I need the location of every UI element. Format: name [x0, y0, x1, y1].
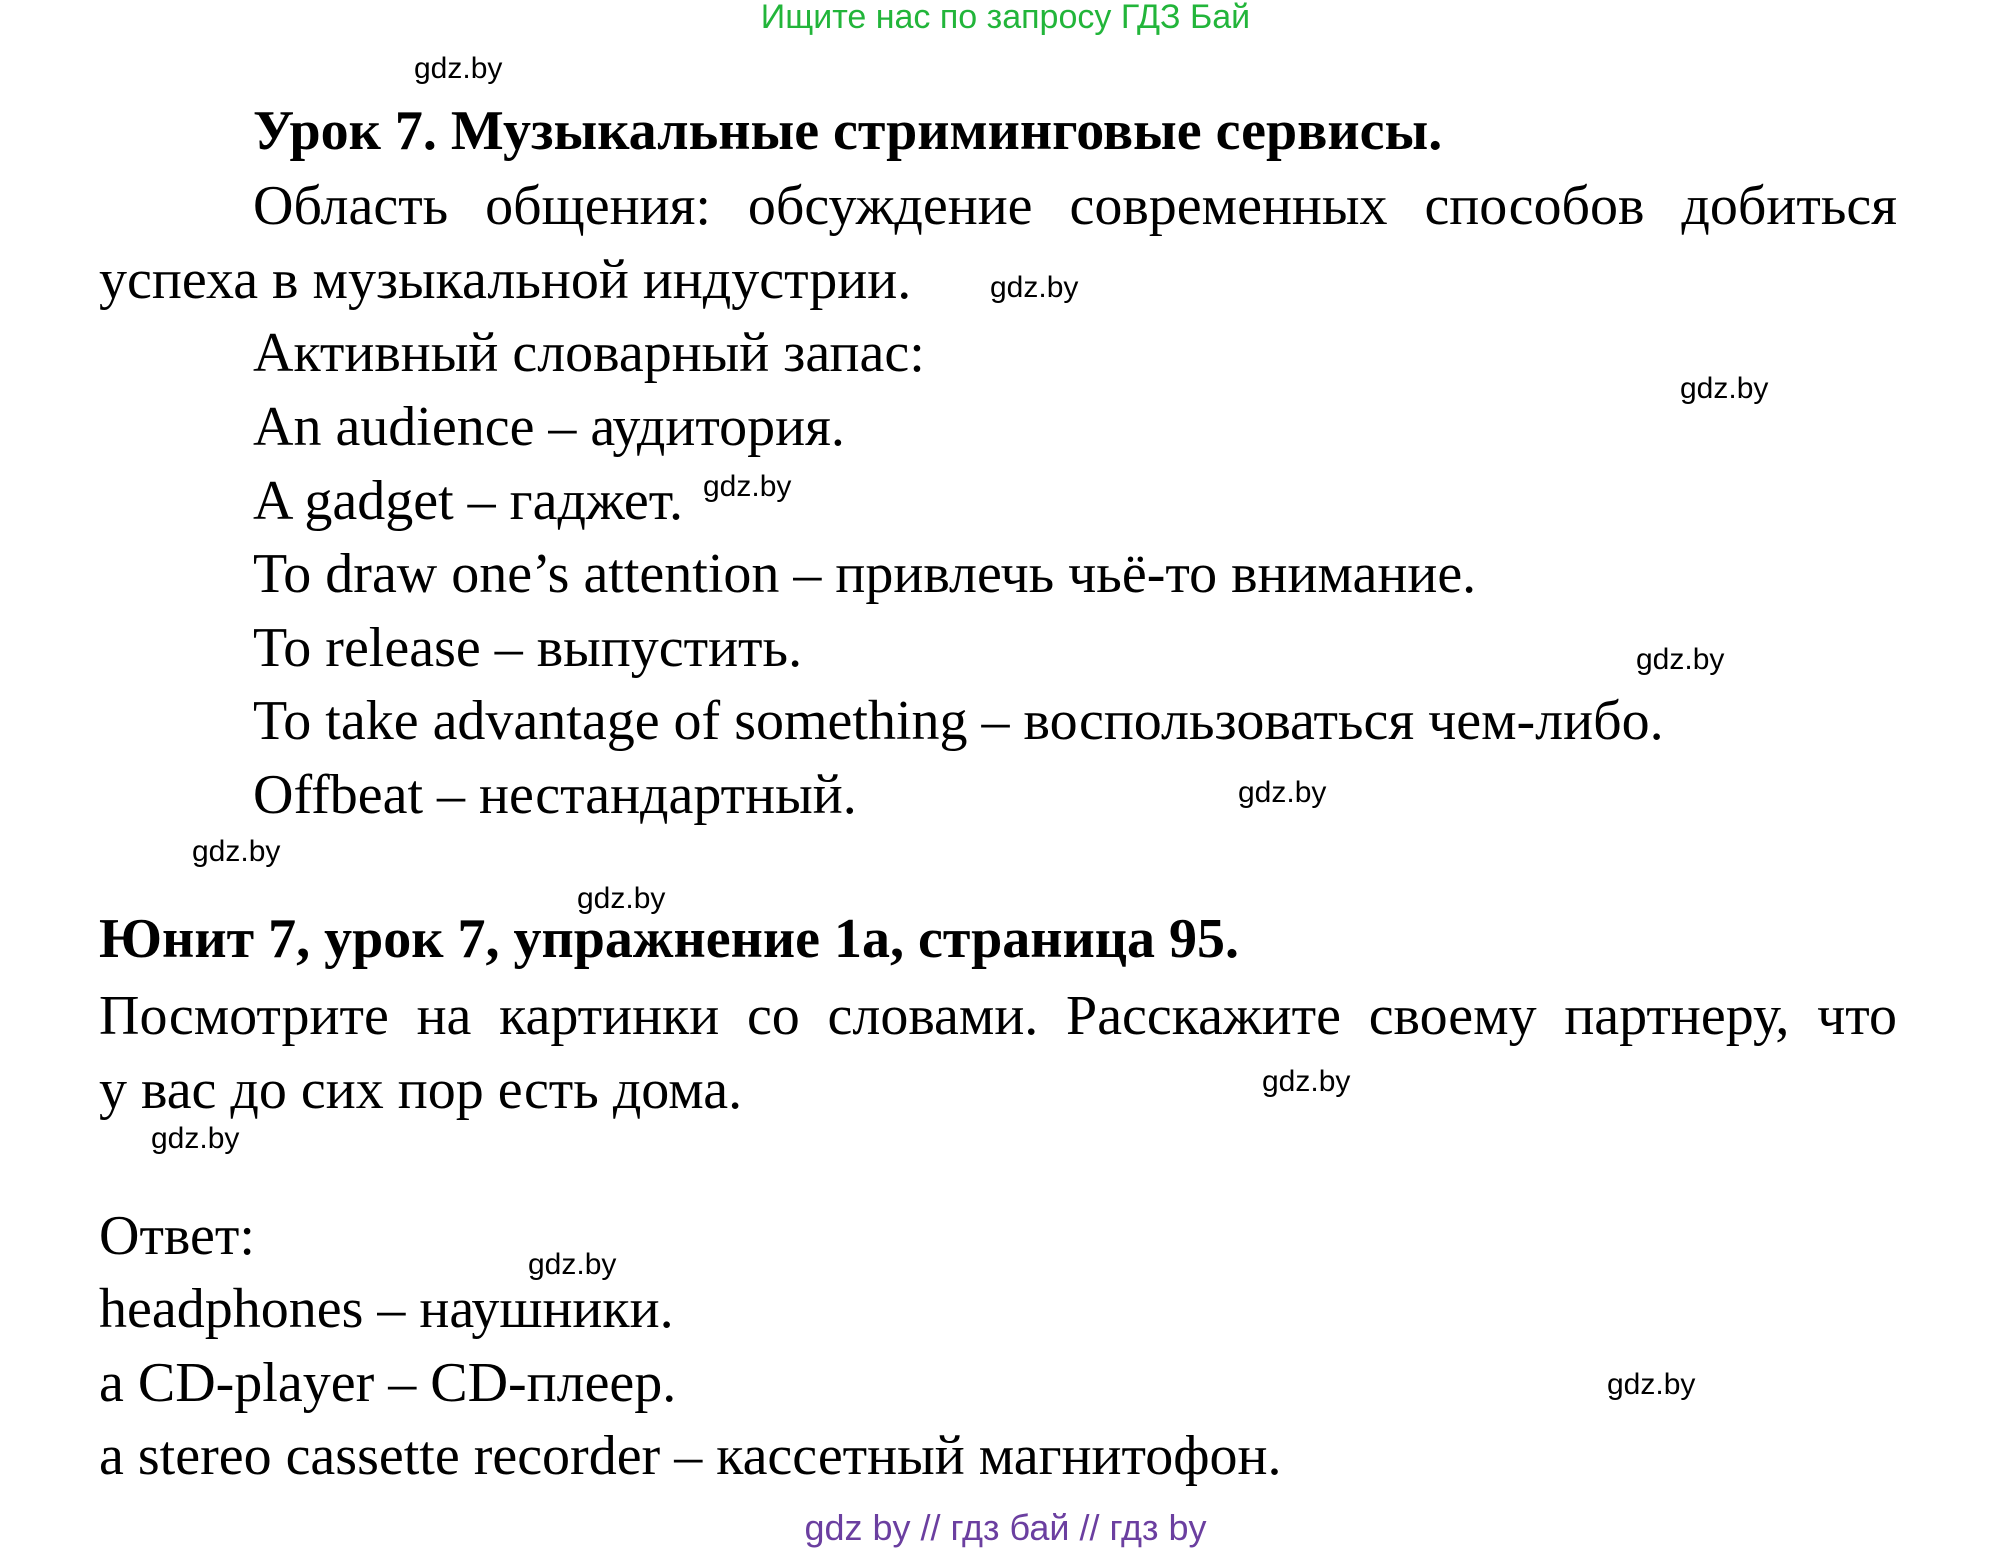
watermark: gdz.by [528, 1248, 617, 1281]
search-banner: Ищите нас по запросу ГДЗ Бай [760, 0, 1251, 36]
watermark: gdz.by [577, 882, 666, 915]
answer-item: a stereo cassette recorder – кассетный магнитофон. [99, 1425, 1282, 1487]
answer-item: a CD-player – CD-плеер. [99, 1352, 677, 1414]
watermark: gdz.by [990, 271, 1079, 304]
watermark: gdz.by [1636, 643, 1725, 676]
vocabulary-item: Offbeat – нестандартный. [253, 764, 857, 826]
vocabulary-item: A gadget – гаджет. [253, 470, 684, 532]
watermark: gdz.by [1262, 1065, 1351, 1098]
watermark: gdz.by [1680, 372, 1769, 405]
vocabulary-item: To draw one’s attention – привлечь чьё-то внимание. [253, 543, 1477, 605]
vocabulary-item: An audience – аудитория. [253, 396, 845, 458]
watermark: gdz.by [1607, 1368, 1696, 1401]
watermark: gdz.by [151, 1122, 240, 1155]
vocabulary-heading: Активный словарный запас: [253, 322, 925, 384]
answer-label: Ответ: [99, 1205, 255, 1267]
watermark: gdz.by [414, 52, 503, 85]
footer-links: gdz by // гдз бай // гдз by [804, 1507, 1207, 1548]
lesson-title: Урок 7. Музыкальные стриминговые сервисы. [253, 100, 1443, 162]
watermark: gdz.by [1238, 776, 1327, 809]
exercise-task-line: Посмотрите на картинки со словами. Расскажите своему партнеру, что [99, 985, 1897, 1047]
watermark: gdz.by [192, 835, 281, 868]
answer-item: headphones – наушники. [99, 1278, 674, 1340]
exercise-title: Юнит 7, урок 7, упражнение 1а, страница 95. [99, 908, 1240, 970]
vocabulary-item: To release – выпустить. [253, 617, 803, 679]
communication-area-line: Область общения: обсуждение современных способов добиться [253, 175, 1897, 237]
communication-area-line: успеха в музыкальной индустрии. [99, 249, 912, 311]
exercise-task-line: у вас до сих пор есть дома. [99, 1059, 743, 1121]
vocabulary-item: To take advantage of something – воспользоваться чем-либо. [253, 690, 1664, 752]
watermark: gdz.by [703, 470, 792, 503]
